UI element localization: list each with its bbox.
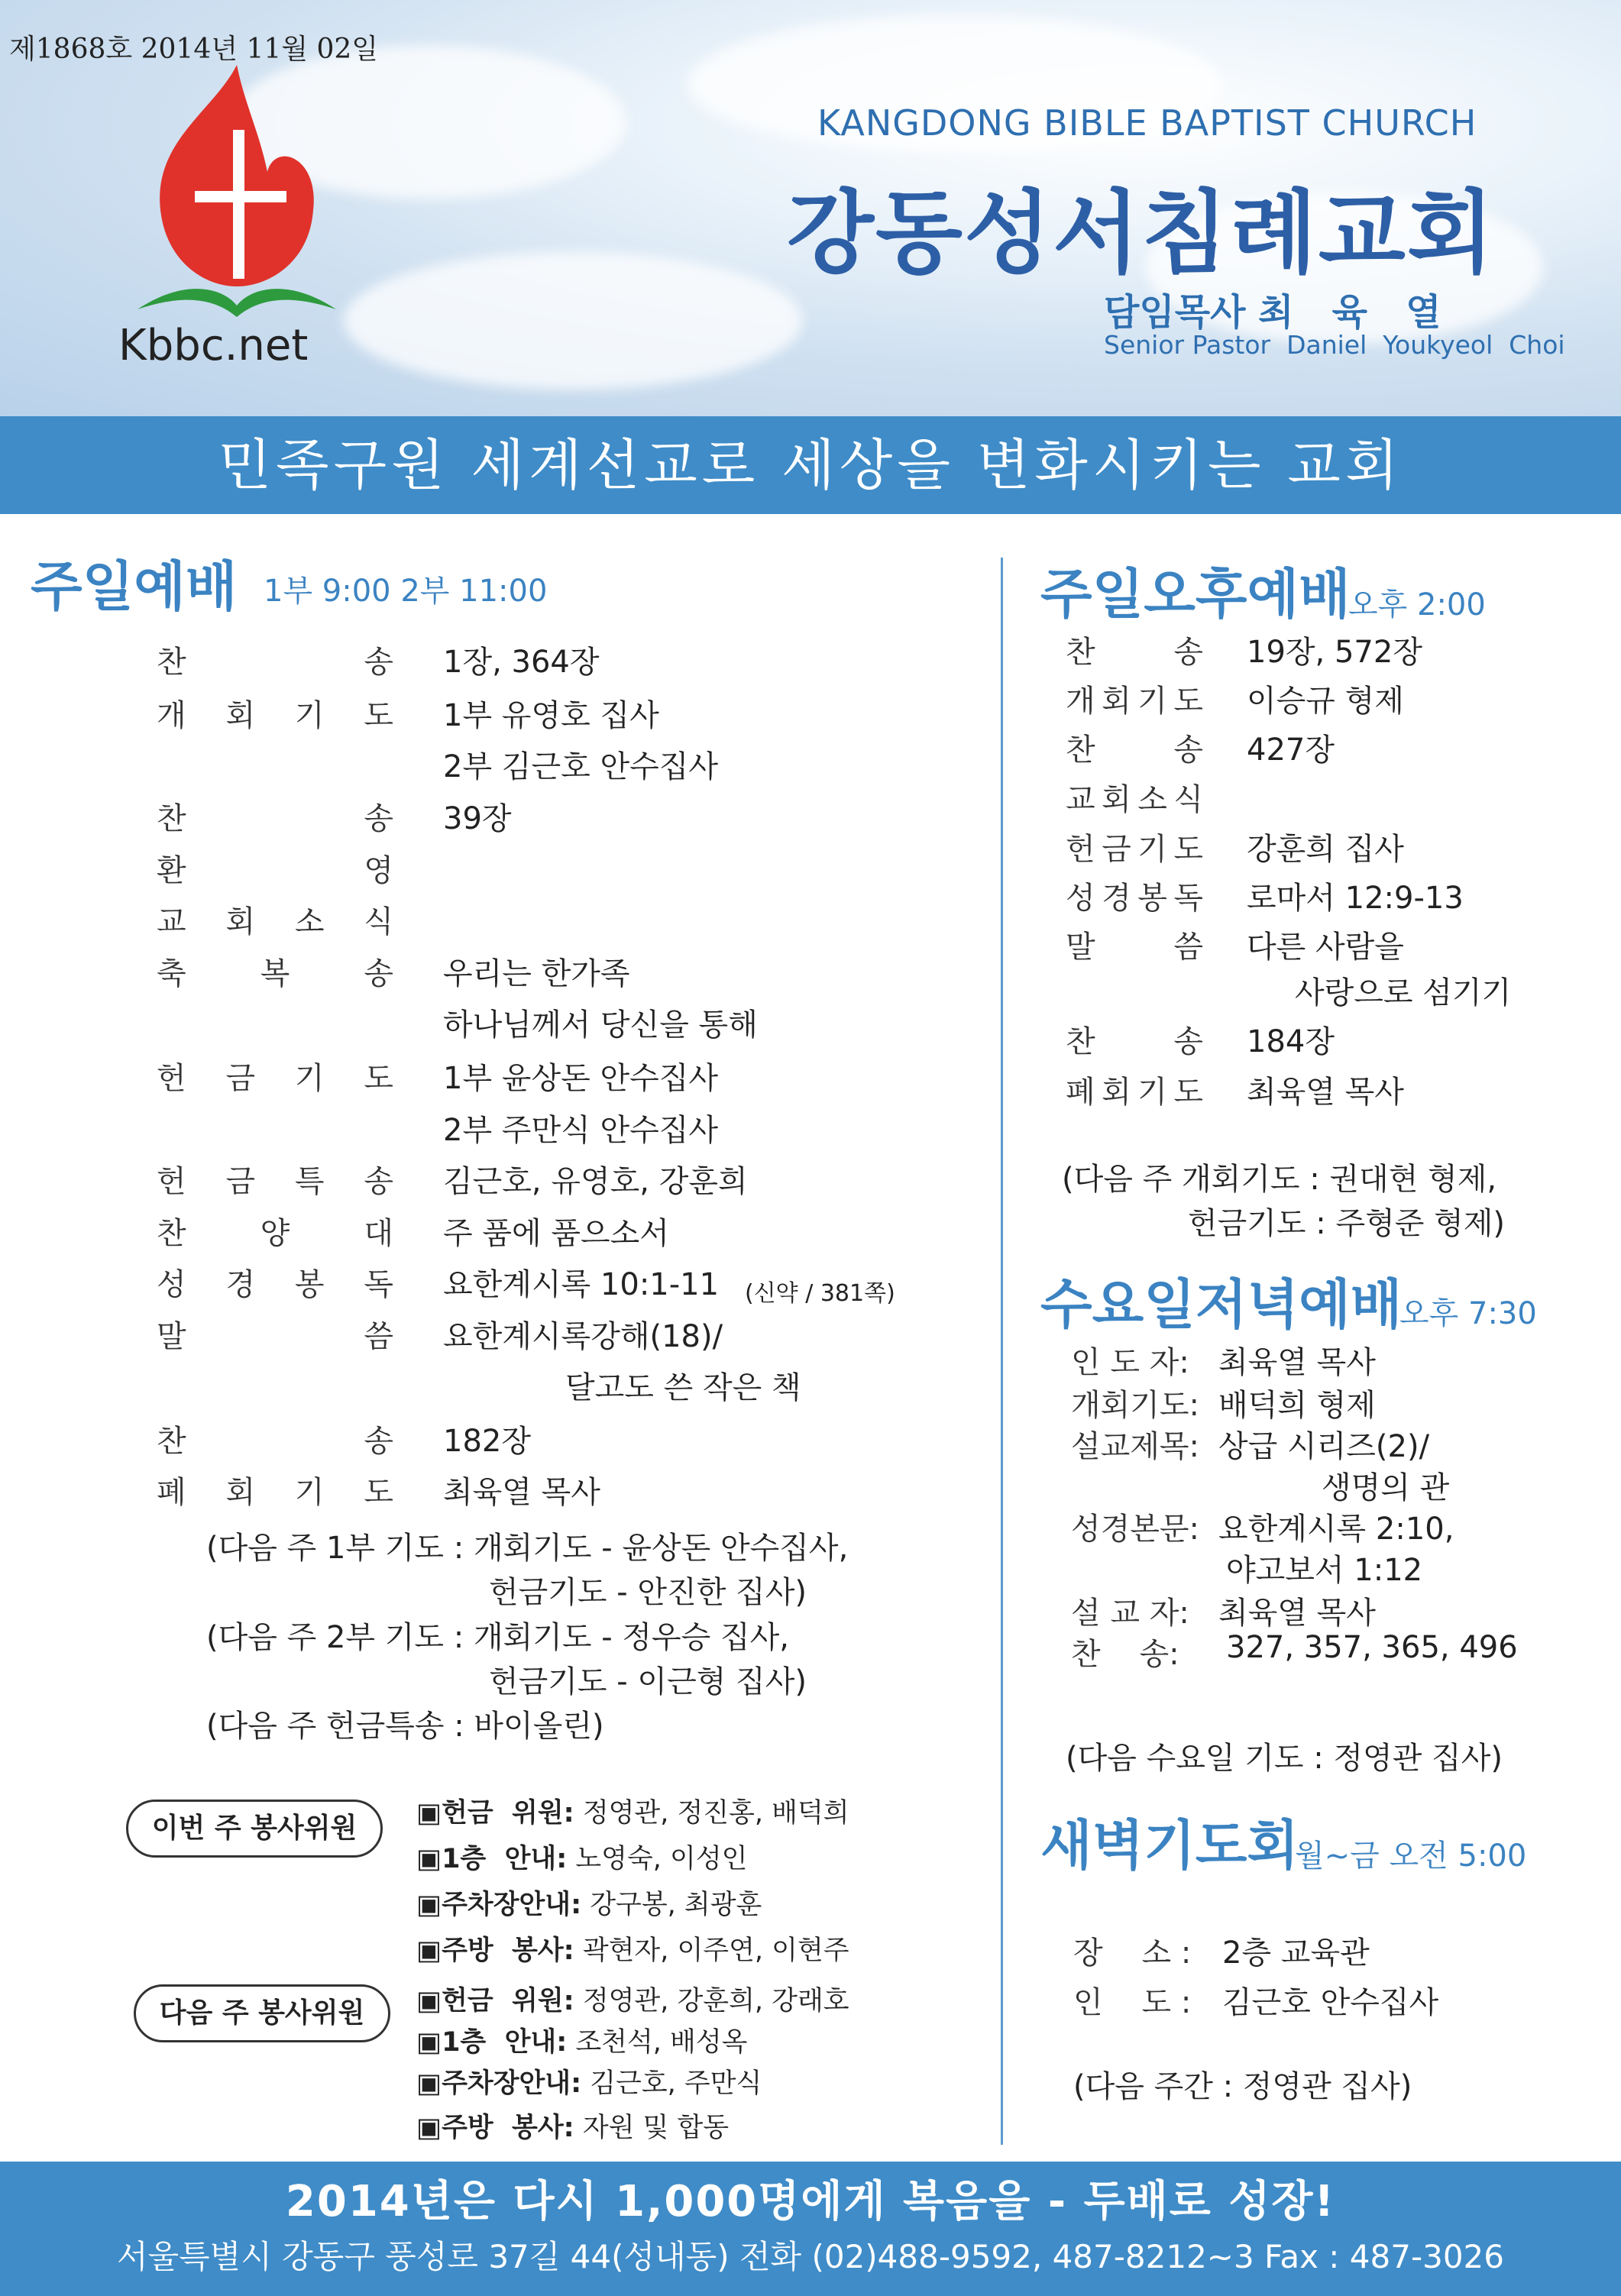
sunday-next-week-note: (다음 주 헌금특송 : 바이올린) (206, 1709, 604, 1744)
afternoon-row-value: 427장 (1247, 732, 1335, 768)
wednesday-row-label: 개회기도: (1071, 1388, 1200, 1423)
dawn-row-value: 김근호 안수집사 (1222, 1985, 1439, 2020)
wednesday-worship-time: 오후 7:30 (1399, 1296, 1537, 1331)
sunday-next-week-note: (다음 주 2부 기도 : 개회기도 - 정우승 집사, (206, 1620, 789, 1655)
sunday-row-label (157, 1157, 393, 1201)
issue-number: 제1868호 2014년 11월 02일 (9, 34, 379, 65)
sunday-row-label-char: 축 (157, 956, 186, 991)
sunday-row-value: 2부 김근호 안수집사 (443, 749, 718, 784)
dawn-prayer-title: 새벽기도회 (1040, 1813, 1299, 1877)
sunday-row-label (157, 1312, 393, 1356)
afternoon-row-label-char: 찬 (1066, 635, 1095, 670)
sunday-row-label (157, 1468, 393, 1512)
sunday-row-label-char: 특 (294, 1164, 325, 1199)
sunday-row-label-char: 영 (364, 853, 393, 888)
sunday-worship-time: 1부 9:00 2부 11:00 (264, 574, 548, 609)
next-week-volunteer-role: ▣주차장안내: (416, 2068, 582, 2099)
dawn-prayer-time: 월~금 오전 5:00 (1295, 1838, 1527, 1874)
wednesday-row-value: 최육열 목사 (1218, 1596, 1376, 1631)
afternoon-row-label-char: 회 (1102, 684, 1131, 719)
sunday-row-label-char: 대 (364, 1216, 393, 1251)
pastor-name-korean: 담임목사 최 육 열 (1104, 291, 1441, 334)
afternoon-row-label (1066, 628, 1203, 671)
slogan: 민족구원 세계선교로 세상을 변화시키는 교회 (218, 433, 1403, 497)
next-week-volunteer-role: ▣헌금 위원: (416, 1986, 574, 2016)
afternoon-row-label-char: 독 (1173, 881, 1203, 916)
sunday-row-label-char: 봉 (294, 1267, 325, 1302)
afternoon-row-value: 강훈희 집사 (1247, 832, 1404, 867)
wednesday-row-label: 인 도 자: (1071, 1345, 1189, 1380)
sunday-row-label-char: 말 (157, 1319, 186, 1354)
afternoon-row-value: 19장, 572장 (1247, 635, 1422, 670)
sunday-worship-title: 주일예배 (31, 555, 238, 618)
sunday-row-value: 1장, 364장 (443, 645, 600, 680)
next-week-volunteer-role: ▣주방 봉사: (416, 2113, 574, 2143)
sunday-row-label-char: 경 (225, 1267, 256, 1302)
sunday-row-value: 달고도 쓴 작은 책 (565, 1370, 801, 1405)
next-week-volunteer-row (416, 2107, 729, 2145)
sunday-row-label-char: 도 (364, 1475, 393, 1510)
sunday-row-label-char: 회 (225, 698, 256, 733)
sunday-row-label-char: 환 (157, 853, 186, 888)
afternoon-row-label (1066, 1017, 1203, 1061)
sunday-row-value: 김근호, 유영호, 강훈희 (443, 1164, 748, 1199)
afternoon-row-value: 이승규 형제 (1247, 684, 1404, 719)
wednesday-row-label: 찬 송: (1071, 1637, 1179, 1672)
afternoon-row-label-char: 소 (1137, 782, 1167, 817)
afternoon-row-label-char: 회 (1102, 782, 1131, 817)
sunday-row-label-char: 식 (364, 904, 393, 939)
sunday-row-label-char: 찬 (157, 645, 186, 680)
this-week-volunteer-names: 노영숙, 이성인 (567, 1844, 748, 1874)
afternoon-row-label-char: 헌 (1066, 832, 1095, 867)
sunday-next-week-note: (다음 주 1부 기도 : 개회기도 - 윤상돈 안수집사, (206, 1531, 849, 1566)
afternoon-row-label-char: 도 (1173, 832, 1203, 867)
afternoon-row-label-char: 식 (1173, 782, 1203, 817)
afternoon-row-value: 사랑으로 섬기기 (1295, 975, 1512, 1011)
afternoon-row-label-char: 도 (1173, 684, 1203, 719)
afternoon-row-value: 로마서 12:9-13 (1247, 881, 1464, 916)
afternoon-row-label-char: 송 (1173, 1024, 1203, 1059)
wednesday-row-label: 성경본문: (1071, 1512, 1200, 1547)
sunday-row-label (157, 794, 393, 838)
sunday-row-label-char: 송 (364, 1424, 393, 1459)
sunday-row-value: 주 품에 품으소서 (443, 1216, 669, 1251)
afternoon-worship-title: 주일오후예배 (1040, 562, 1351, 626)
this-week-volunteer-names: 정영관, 정진홍, 배덕희 (574, 1798, 849, 1829)
sunday-row-label-char: 폐 (157, 1475, 186, 1510)
wednesday-worship-title: 수요일저녁예배 (1040, 1273, 1403, 1336)
sunday-next-week-note: 헌금기도 - 이근형 집사) (489, 1664, 807, 1699)
sunday-row-label-char: 금 (225, 1061, 256, 1096)
sunday-row-label-char: 소 (294, 904, 325, 939)
sunday-row-label (157, 691, 393, 735)
sunday-row-label (157, 846, 393, 890)
afternoon-row-label (1066, 923, 1203, 966)
church-name-korean: 강동성서침례교회 (787, 180, 1496, 286)
afternoon-row-label (1066, 677, 1203, 720)
sunday-row-value: 하나님께서 당신을 통해 (443, 1007, 758, 1043)
this-week-volunteer-role: ▣1층 안내: (416, 1844, 568, 1874)
afternoon-row-label-char: 기 (1137, 684, 1167, 719)
sunday-row-label (157, 1417, 393, 1460)
sunday-row-value: 1부 윤상돈 안수집사 (443, 1061, 718, 1096)
sunday-row-label-char: 도 (364, 1061, 393, 1096)
wednesday-row-value: 배덕희 형제 (1218, 1388, 1376, 1423)
sunday-row-value: 우리는 한가족 (443, 956, 630, 991)
next-week-volunteer-names: 정영관, 강훈희, 강래호 (574, 1986, 849, 2016)
dawn-row-label: 인 도 : (1073, 1985, 1192, 2020)
sunday-next-week-note: 헌금기도 - 안진한 집사) (489, 1575, 807, 1610)
afternoon-row-value: 다른 사람을 (1247, 930, 1404, 965)
sunday-row-label-char: 송 (364, 1164, 393, 1199)
sunday-row-value: 2부 주만식 안수집사 (443, 1113, 718, 1148)
sunday-row-label-char: 송 (364, 801, 393, 836)
afternoon-row-label (1066, 726, 1203, 769)
sunday-row-label-char: 찬 (157, 801, 186, 836)
footer-address: 서울특별시 강동구 풍성로 37길 44(성내동) 전화 (02)488-9592, 487-8212~3 Fax : 487-3026 (116, 2238, 1505, 2275)
afternoon-row-label-char: 도 (1173, 1075, 1203, 1110)
footer-motto: 2014년은 다시 1,000명에게 복음을 - 두배로 성장! (285, 2177, 1336, 2226)
next-week-volunteers-label: 다음 주 봉사위원 (134, 1984, 390, 2042)
sunday-row-label-char: 독 (364, 1267, 393, 1302)
next-week-volunteer-names: 자원 및 합동 (574, 2113, 730, 2143)
afternoon-row-label-char: 개 (1066, 684, 1095, 719)
afternoon-row-label (1066, 874, 1203, 917)
afternoon-row-label (1066, 1068, 1203, 1111)
wednesday-row-value: 상급 시리즈(2)/ (1218, 1429, 1430, 1464)
sunday-row-value: 요한계시록강해(18)/ (443, 1319, 723, 1354)
logo-text: Kbbc.net (118, 321, 309, 370)
dawn-prayer-note: (다음 주간 : 정영관 집사) (1073, 2069, 1412, 2104)
sunday-row-label-char: 성 (157, 1267, 186, 1302)
afternoon-row-label-char: 폐 (1066, 1075, 1095, 1110)
this-week-volunteer-row (416, 1884, 762, 1922)
sunday-row-label-char: 헌 (157, 1061, 186, 1096)
sunday-row-label-char: 헌 (157, 1164, 186, 1199)
column-divider (1001, 558, 1003, 2145)
sunday-row-label (157, 897, 393, 941)
sunday-row-label (157, 1054, 393, 1098)
afternoon-row-label-char: 성 (1066, 881, 1095, 916)
afternoon-row-label-char: 찬 (1066, 732, 1095, 768)
afternoon-row-label-char: 기 (1137, 1075, 1167, 1110)
afternoon-note-2: 헌금기도 : 주형준 형제) (1188, 1206, 1505, 1241)
sunday-row-label-char: 회 (225, 904, 256, 939)
sunday-row-label-char: 기 (294, 698, 325, 733)
next-week-volunteer-row (416, 1980, 849, 2018)
wednesday-note: (다음 수요일 기도 : 정영관 집사) (1066, 1741, 1503, 1776)
sunday-row-label (157, 1209, 393, 1253)
next-week-volunteer-role: ▣1층 안내: (416, 2027, 568, 2058)
sunday-row-label-char: 찬 (157, 1216, 186, 1251)
sunday-row-label (157, 1260, 393, 1304)
afternoon-row-label (1066, 775, 1203, 819)
afternoon-row-label-char: 기 (1137, 832, 1167, 867)
afternoon-row-label-char: 경 (1102, 881, 1131, 916)
sunday-row-value: 182장 (443, 1424, 531, 1459)
pastor-name-english: Senior Pastor Daniel Youkyeol Choi (1104, 330, 1565, 360)
church-name-english: KANGDONG BIBLE BAPTIST CHURCH (817, 102, 1477, 144)
this-week-volunteer-row (416, 1838, 747, 1876)
afternoon-row-label-char: 씀 (1173, 930, 1203, 965)
afternoon-row-label-char: 찬 (1066, 1024, 1095, 1059)
sunday-row-label-char: 교 (157, 904, 186, 939)
sunday-row-label-char: 찬 (157, 1424, 186, 1459)
sunday-row-label-char: 금 (225, 1164, 256, 1199)
sunday-row-label-char: 도 (364, 698, 393, 733)
next-week-volunteer-row (416, 2021, 747, 2059)
afternoon-note-1: (다음 주 개회기도 : 권대현 형제, (1062, 1162, 1497, 1197)
this-week-volunteer-names: 곽현자, 이주연, 이현주 (574, 1935, 849, 1966)
afternoon-row-value: 184장 (1247, 1024, 1335, 1059)
this-week-volunteer-role: ▣주차장안내: (416, 1890, 582, 1920)
afternoon-row-label-char: 봉 (1137, 881, 1167, 916)
sunday-row-label (157, 638, 393, 681)
afternoon-row-label-char: 금 (1102, 832, 1131, 867)
next-week-volunteer-names: 김근호, 주만식 (581, 2068, 762, 2099)
sunday-row-label-char: 기 (294, 1475, 325, 1510)
this-week-volunteer-row (416, 1792, 849, 1830)
afternoon-row-label-char: 말 (1066, 930, 1095, 965)
sunday-row-label (157, 949, 393, 993)
dawn-row-label: 장 소 : (1073, 1935, 1192, 1971)
afternoon-row-label-char: 교 (1066, 782, 1095, 817)
this-week-volunteer-names: 강구봉, 최광훈 (581, 1890, 762, 1920)
this-week-volunteers-label: 이번 주 봉사위원 (126, 1800, 383, 1858)
sunday-row-value: 39장 (443, 801, 512, 836)
sunday-row-label-char: 송 (364, 645, 393, 680)
wednesday-row-value: 생명의 관 (1322, 1470, 1450, 1505)
afternoon-row-label (1066, 825, 1203, 868)
wednesday-row-label: 설 교 자: (1071, 1596, 1189, 1631)
afternoon-worship-time: 오후 2:00 (1348, 587, 1486, 623)
sunday-row-label-char: 회 (225, 1475, 256, 1510)
sunday-row-label-char: 씀 (364, 1319, 393, 1354)
this-week-volunteer-role: ▣주방 봉사: (416, 1935, 574, 1966)
wednesday-row-value: 야고보서 1:12 (1226, 1553, 1423, 1588)
sunday-row-label-char: 송 (364, 956, 393, 991)
wednesday-row-value: 최육열 목사 (1218, 1345, 1376, 1380)
church-logo-icon (122, 57, 351, 332)
afternoon-row-label-char: 송 (1173, 732, 1203, 768)
next-week-volunteer-row (416, 2062, 762, 2100)
sunday-row-value: 요한계시록 10:1-11 (443, 1267, 720, 1302)
afternoon-row-label-char: 송 (1173, 635, 1203, 670)
wednesday-row-value: 327, 357, 365, 496 (1226, 1630, 1518, 1665)
sunday-row-label-char: 기 (294, 1061, 325, 1096)
wednesday-row-label: 설교제목: (1071, 1429, 1200, 1464)
sunday-row-value: 1부 유영호 집사 (443, 698, 659, 733)
wednesday-row-value: 요한계시록 2:10, (1218, 1512, 1454, 1547)
scripture-page-note: (신약 / 381쪽) (745, 1280, 895, 1307)
afternoon-row-value: 최육열 목사 (1247, 1075, 1404, 1110)
dawn-row-value: 2층 교육관 (1222, 1935, 1370, 1971)
sunday-row-value: 최육열 목사 (443, 1475, 600, 1510)
afternoon-row-label-char: 회 (1102, 1075, 1131, 1110)
sunday-row-label-char: 개 (157, 698, 186, 733)
this-week-volunteer-row (416, 1929, 849, 1968)
this-week-volunteer-role: ▣헌금 위원: (416, 1798, 574, 1829)
sunday-row-label-char: 양 (260, 1216, 290, 1251)
sunday-row-label-char: 복 (260, 956, 290, 991)
next-week-volunteer-names: 조천석, 배성옥 (567, 2027, 748, 2058)
